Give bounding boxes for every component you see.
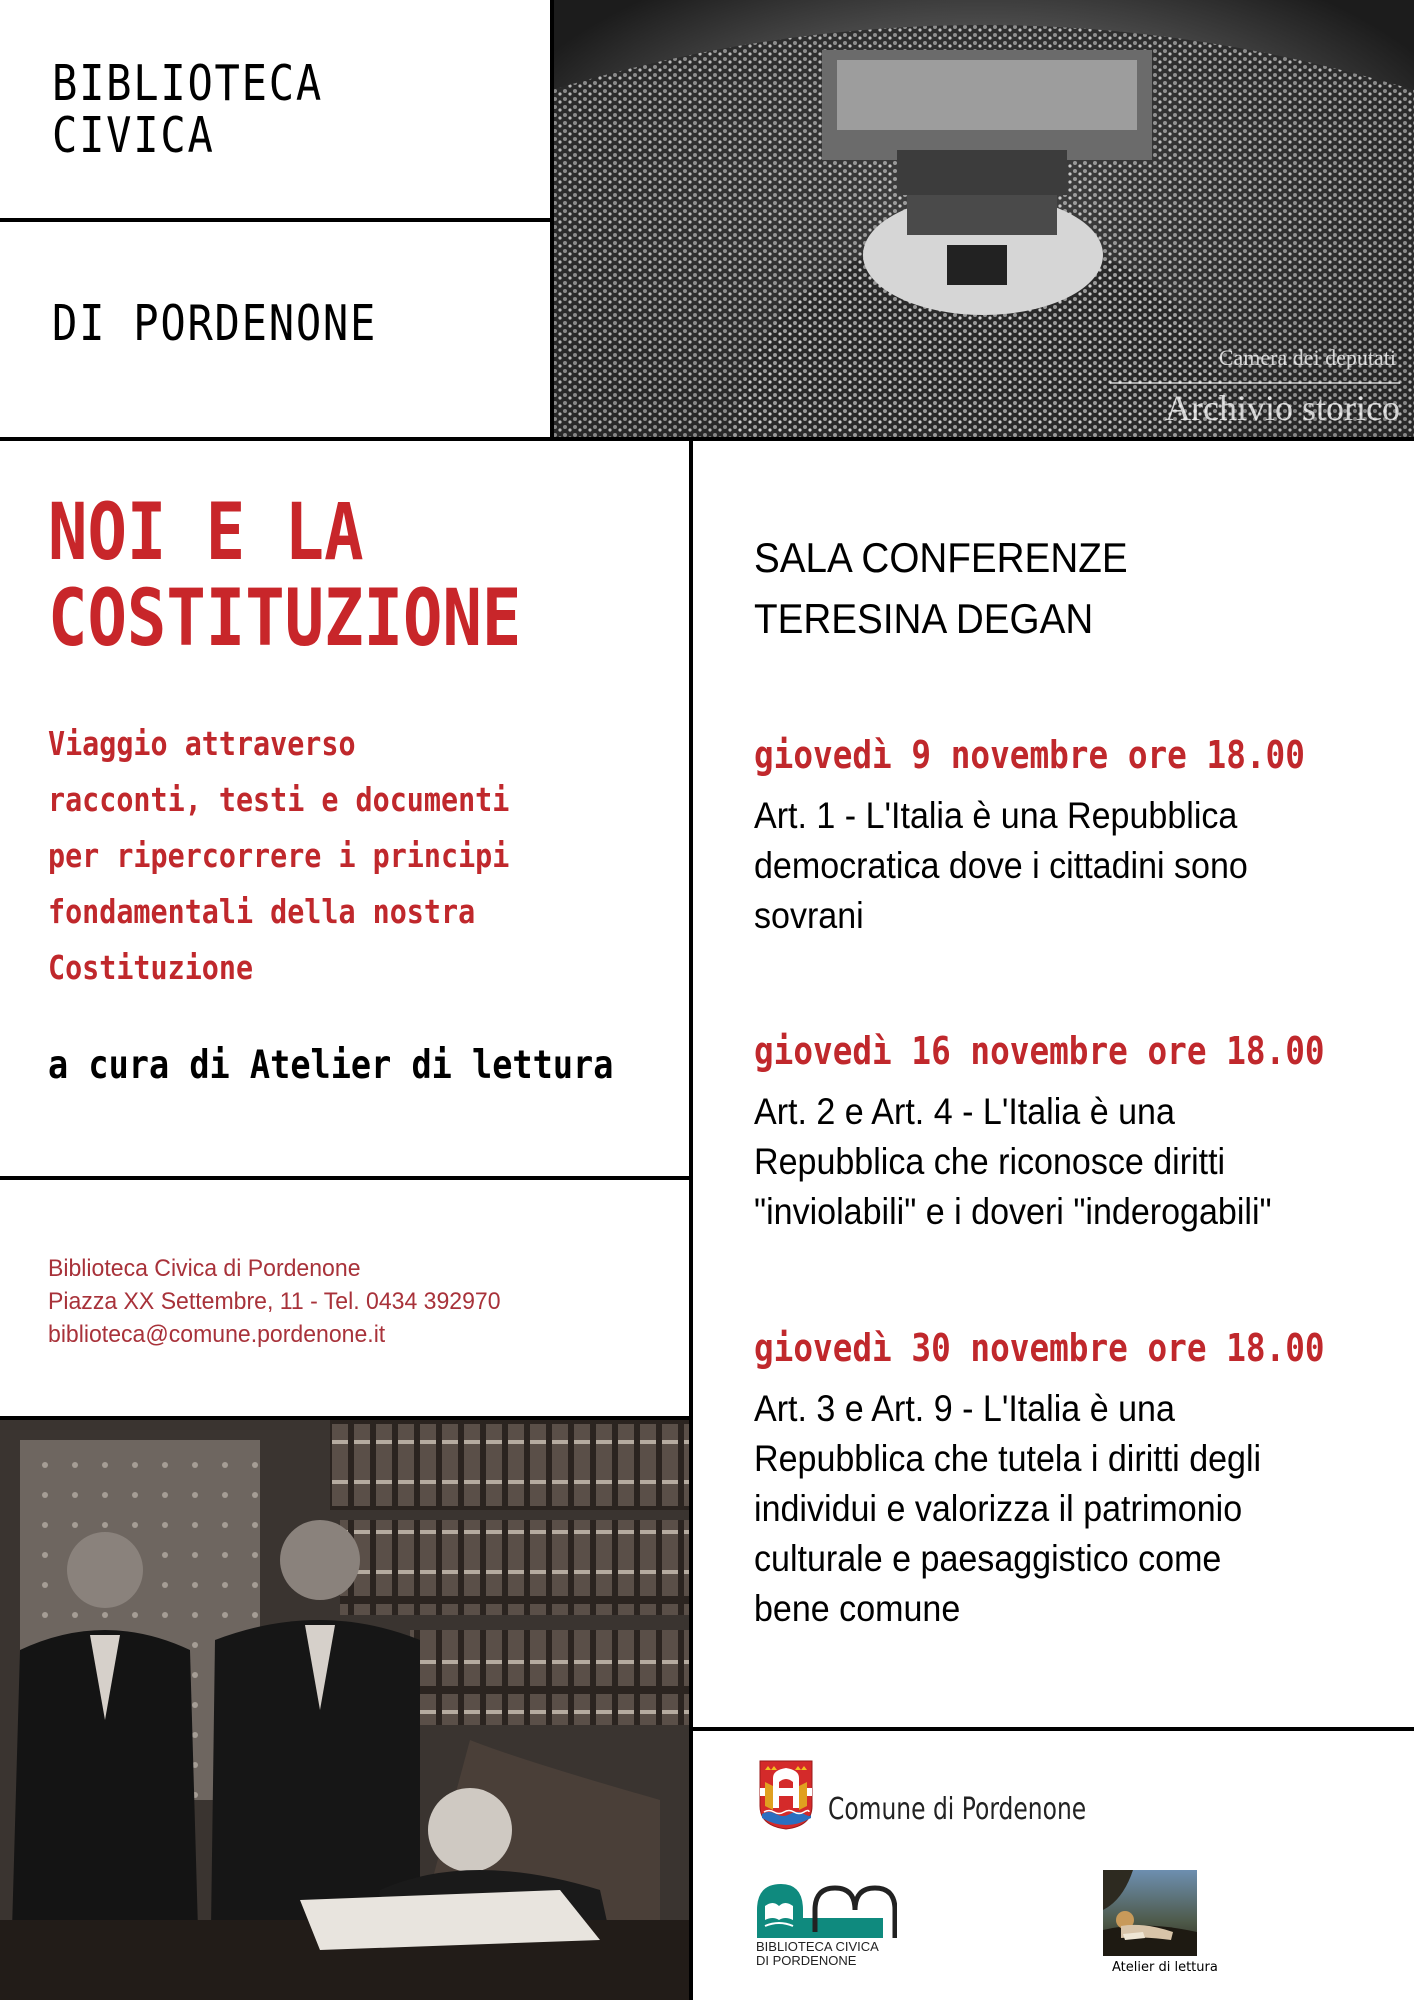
event-description [754, 1087, 1324, 1237]
constitution-signing-photo-art [0, 1420, 689, 2000]
event-title-line-1: NOI E LA [48, 488, 364, 578]
event-title-line-2: COSTITUZIONE [48, 574, 522, 664]
subtitle-line: Costituzione [48, 948, 254, 987]
contact-block [48, 1252, 501, 1351]
event-title [48, 490, 521, 662]
event-desc-line: individui e valorizza il patrimonio [754, 1488, 1243, 1529]
event-date: giovedì 16 novembre ore 18.00 [754, 1029, 1325, 1073]
biblioteca-logo-icon [757, 1882, 897, 1938]
biblioteca-logo-line: DI PORDENONE [756, 1953, 857, 1968]
atelier-logo-text: Atelier di lettura [1112, 1960, 1218, 1975]
library-city: DI PORDENONE [52, 295, 378, 352]
event-desc-line: Repubblica che tutela i diritti degli [754, 1438, 1262, 1479]
curator-credit: a cura di Atelier di lettura [48, 1043, 614, 1088]
subtitle-line: per ripercorrere i principi [48, 836, 510, 875]
event-desc-line: bene comune [754, 1588, 961, 1629]
divider-center [689, 437, 693, 2000]
event-desc-line: Repubblica che riconosce diritti [754, 1141, 1226, 1182]
contact-name: Biblioteca Civica di Pordenone [48, 1255, 361, 1282]
divider-main [0, 437, 1414, 441]
subtitle-line: fondamentali della nostra [48, 892, 476, 931]
comune-crest-icon [759, 1760, 813, 1830]
venue [754, 527, 1128, 649]
event-subtitle [48, 716, 509, 996]
venue-line-1: SALA CONFERENZE [754, 534, 1128, 581]
event-date: giovedì 30 novembre ore 18.00 [754, 1326, 1325, 1370]
event-desc-line: Art. 1 - L'Italia è una Repubblica [754, 795, 1238, 836]
contact-address: Piazza XX Settembre, 11 - Tel. 0434 392970 [48, 1288, 501, 1315]
comune-logo-text: Comune di Pordenone [828, 1792, 1087, 1827]
divider-logos [691, 1727, 1414, 1731]
constitution-signing-photo [0, 1420, 689, 2000]
divider-header-vertical [550, 0, 554, 440]
event-item [754, 733, 1395, 941]
event-date: giovedì 9 novembre ore 18.00 [754, 733, 1305, 777]
library-name-line-2: CIVICA [52, 107, 215, 164]
atelier-painting-icon [1103, 1870, 1197, 1956]
divider-contact [0, 1176, 691, 1180]
divider-header [0, 218, 552, 222]
biblioteca-logo-line: BIBLIOTECA CIVICA [756, 1939, 879, 1954]
watermark-rule [1110, 382, 1400, 384]
watermark-archivio: Archivio storico [1165, 388, 1400, 428]
event-desc-line: Art. 2 e Art. 4 - L'Italia è una [754, 1091, 1175, 1132]
event-desc-line: Art. 3 e Art. 9 - L'Italia è una [754, 1388, 1175, 1429]
event-description [754, 1384, 1324, 1634]
contact-email[interactable]: biblioteca@comune.pordenone.it [48, 1321, 386, 1348]
event-desc-line: "inviolabili" e i doveri "inderogabili" [754, 1191, 1272, 1232]
library-name-line-1: BIBLIOTECA [52, 55, 323, 112]
watermark-camera: Camera dei deputati [1218, 345, 1396, 370]
event-item [754, 1029, 1414, 1237]
parliament-photo-art [552, 0, 1414, 437]
biblioteca-logo-text [756, 1940, 879, 1968]
parliament-photo [552, 0, 1414, 437]
event-description [754, 791, 1324, 941]
event-desc-line: democratica dove i cittadini sono [754, 845, 1248, 886]
library-name [52, 55, 323, 164]
subtitle-line: racconti, testi e documenti [48, 780, 510, 819]
event-desc-line: sovrani [754, 895, 864, 936]
event-item [754, 1326, 1414, 1634]
venue-line-2: TERESINA DEGAN [754, 595, 1094, 642]
event-desc-line: culturale e paesaggistico come [754, 1538, 1222, 1579]
subtitle-line: Viaggio attraverso [48, 724, 356, 763]
